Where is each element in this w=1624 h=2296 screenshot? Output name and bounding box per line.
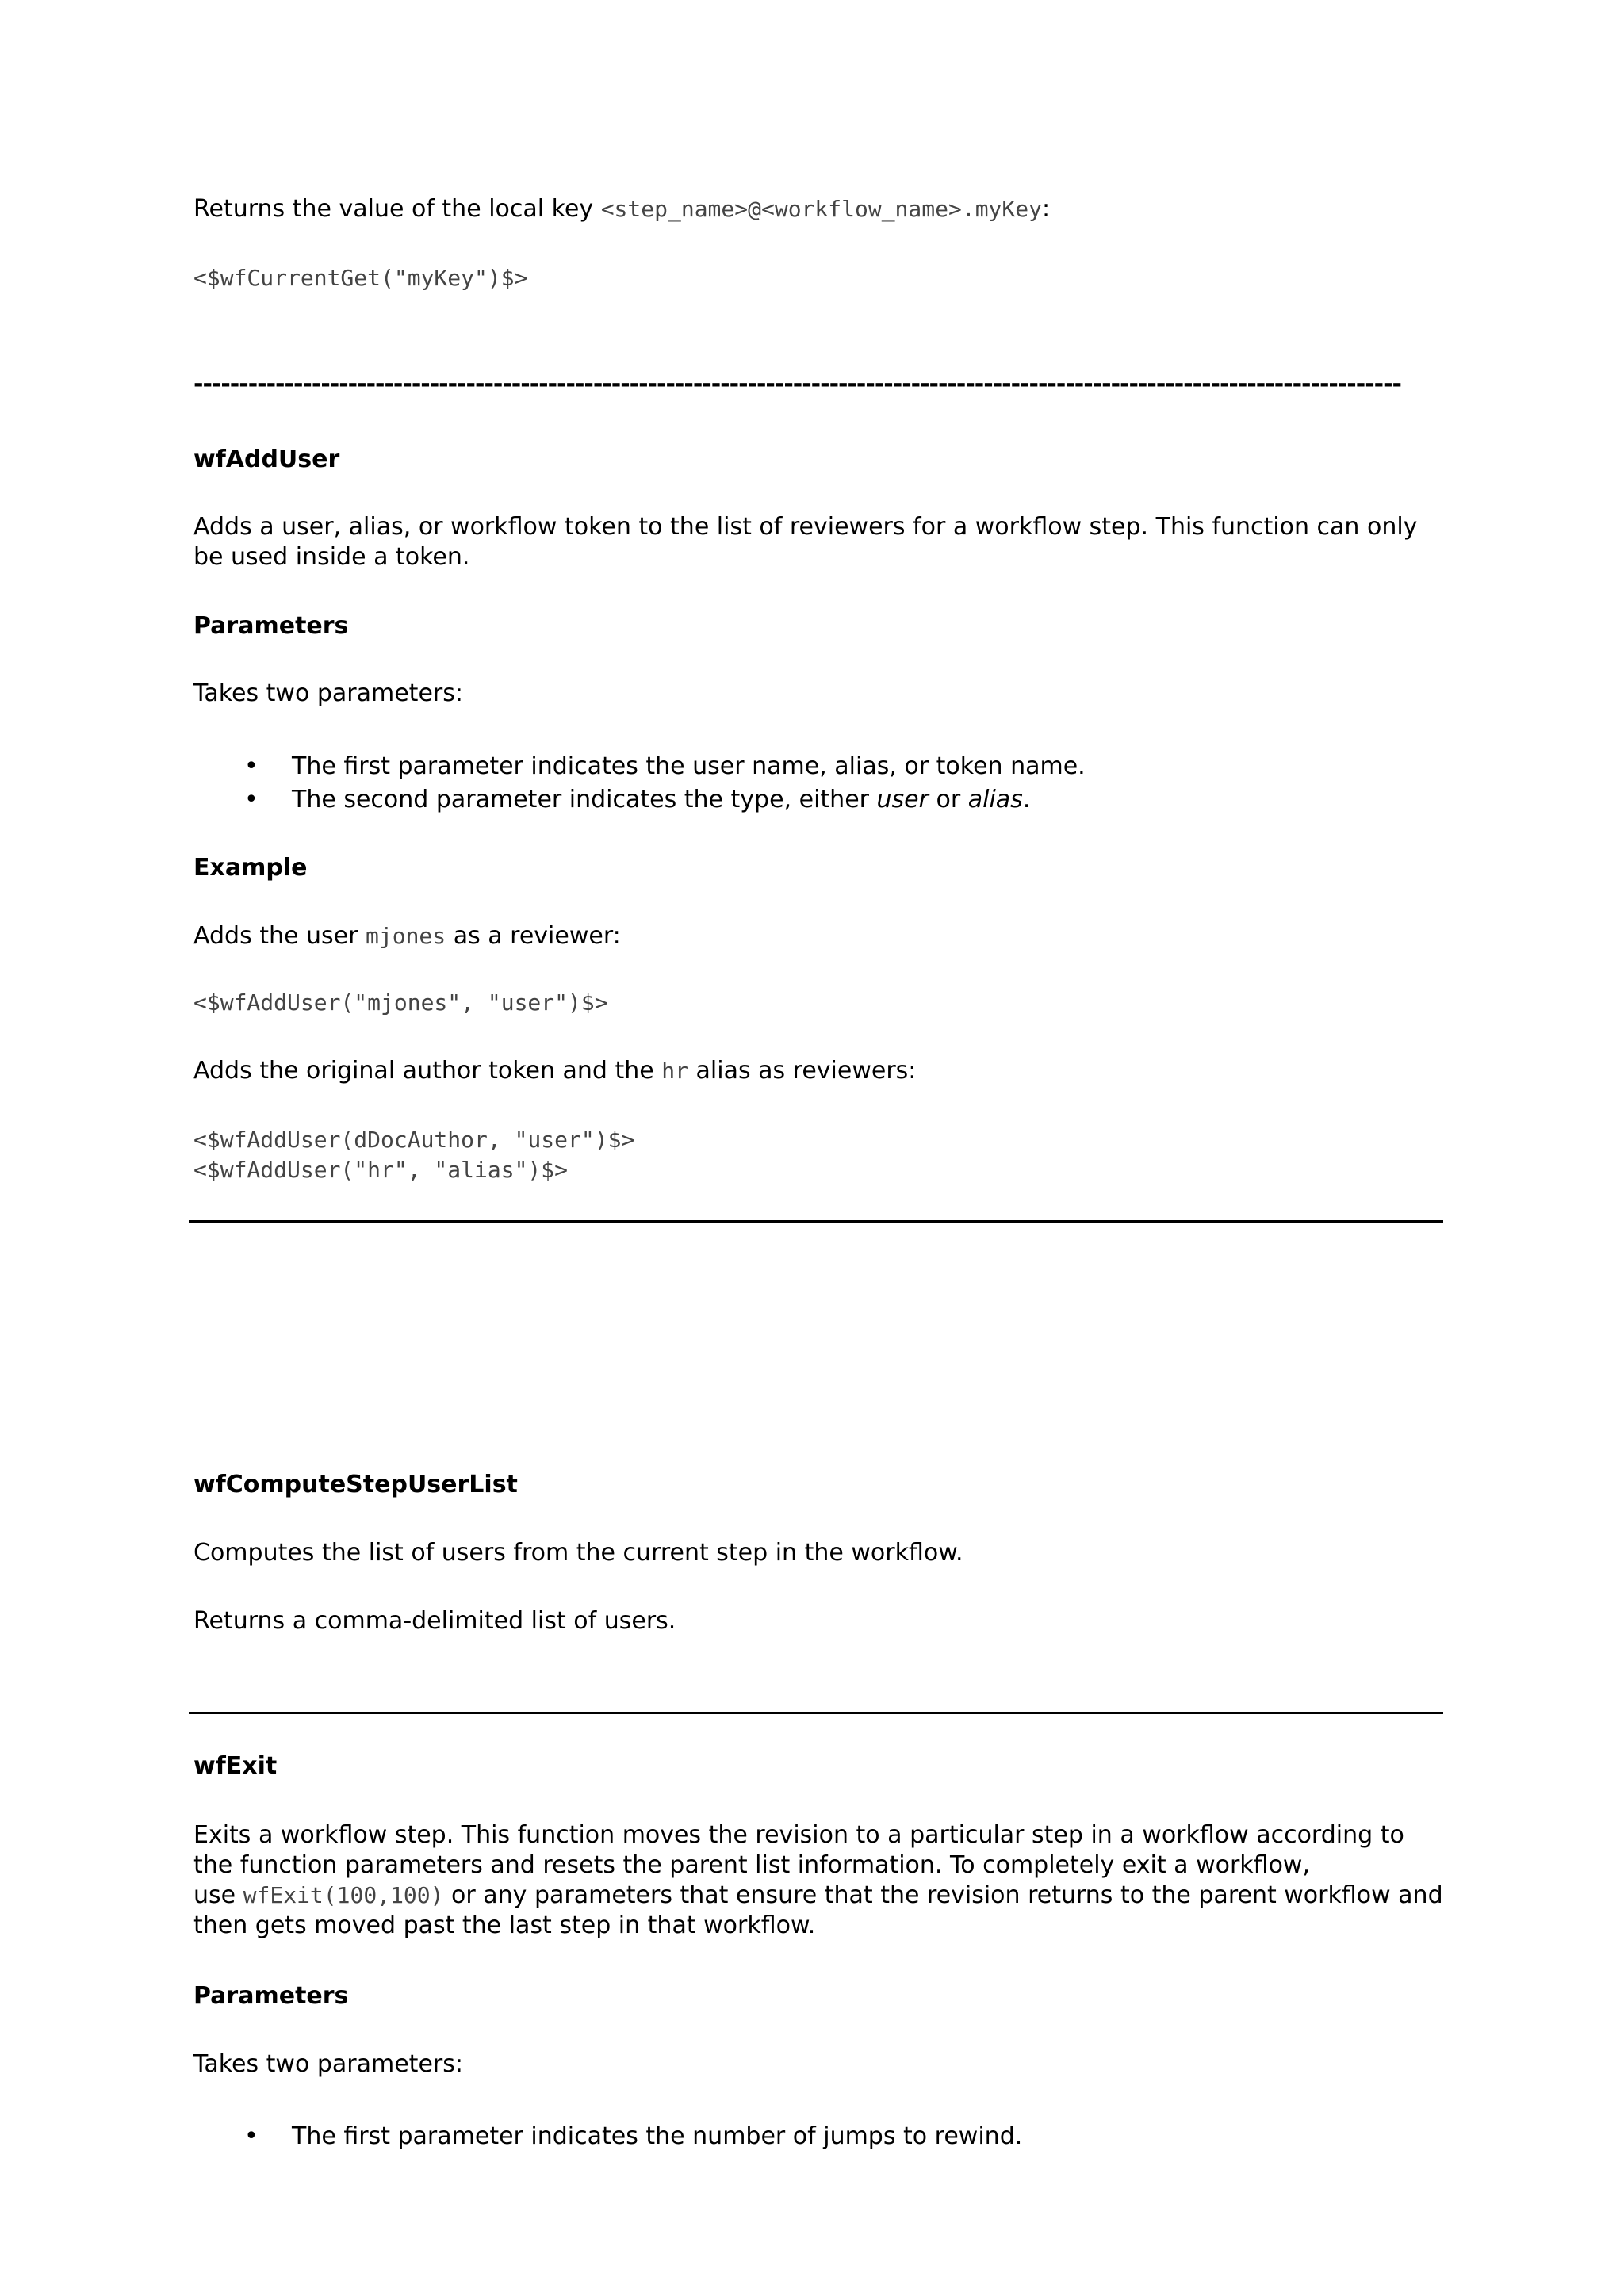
wfadduser-description: Adds a user, alias, or workflow token to the list of reviewers for a workflow step. This function can only be used inside a token. — [193, 513, 1418, 571]
wfadduser-example2-text — [193, 1056, 1446, 1086]
example2-inline-code: hr — [661, 1058, 688, 1084]
wfadduser-heading: wfAddUser — [193, 446, 340, 473]
wfcomputestepuserlist-description: Computes the list of users from the current step in the workflow. — [193, 1539, 963, 1567]
intro-paragraph — [193, 194, 1446, 224]
wfcomputestepuserlist-returns: Returns a comma-delimited list of users. — [193, 1607, 676, 1635]
wfadduser-example2-snippet-line2: <$wfAddUser("hr", "alias")$> — [193, 1157, 569, 1183]
wfadduser-parameters-intro: Takes two parameters: — [193, 679, 463, 707]
bullet-text-pre: The second parameter indicates the type, either — [292, 786, 877, 813]
wfexit-inline-code: wfExit(100,100) — [243, 1882, 444, 1908]
wfexit-description-use: use — [193, 1881, 243, 1909]
wfexit-description-text: Exits a workflow step. This function moves the revision to a particular step in a workflow according to the function parameters and resets the parent list information. To completely exit a workflow, — [193, 1821, 1404, 1879]
intro-code-snippet: <$wfCurrentGet("myKey")$> — [193, 265, 528, 291]
wfexit-heading: wfExit — [193, 1752, 278, 1780]
intro-key-code: <step_name>@<workflow_name>.myKey — [600, 196, 1042, 222]
bullet-icon: • — [244, 2122, 259, 2150]
example2-text-pre: Adds the original author token and the — [193, 1057, 662, 1085]
wfadduser-example1-text — [193, 921, 1446, 951]
wfadduser-parameters-heading: Parameters — [193, 612, 349, 640]
bullet-text: The first parameter indicates the number of jumps to rewind. — [292, 2122, 1023, 2150]
intro-text-end: : — [1041, 195, 1051, 223]
bullet-emphasis-user: user — [876, 786, 929, 813]
wfadduser-example1-snippet: <$wfAddUser("mjones", "user")$> — [193, 989, 608, 1016]
wfexit-parameters-intro: Takes two parameters: — [193, 2050, 463, 2078]
horizontal-rule — [189, 1220, 1443, 1223]
intro-text: Returns the value of the local key — [193, 195, 601, 223]
bullet-text: The first parameter indicates the user name, alias, or token name. — [292, 752, 1086, 780]
bullet-icon: • — [244, 752, 259, 780]
example1-text-pre: Adds the user — [193, 922, 366, 950]
wfexit-description-rest: or any parameters that ensure that the revision returns to the parent workflow and then gets moved past the last step in that workflow. — [193, 1881, 1443, 1939]
bullet-icon: • — [244, 786, 259, 813]
dashed-separator: ------------------------------------------------------------------------------------------------------------------------------------- — [193, 370, 1402, 398]
wfexit-parameters-heading: Parameters — [193, 1982, 349, 2010]
wfexit-description — [193, 1820, 1446, 1941]
bullet-text — [292, 785, 1030, 815]
bullet-text-end: . — [1022, 786, 1031, 813]
bullet-emphasis-alias: alias — [967, 786, 1023, 813]
bullet-text-mid: or — [928, 786, 968, 813]
example2-text-post: alias as reviewers: — [688, 1057, 917, 1085]
wfadduser-example2-snippet-line1: <$wfAddUser(dDocAuthor, "user")$> — [193, 1127, 635, 1153]
wfcomputestepuserlist-heading: wfComputeStepUserList — [193, 1471, 518, 1498]
example1-inline-code: mjones — [366, 923, 446, 949]
wfadduser-example-heading: Example — [193, 854, 308, 882]
example1-text-post: as a reviewer: — [446, 922, 621, 950]
horizontal-rule — [189, 1712, 1443, 1714]
